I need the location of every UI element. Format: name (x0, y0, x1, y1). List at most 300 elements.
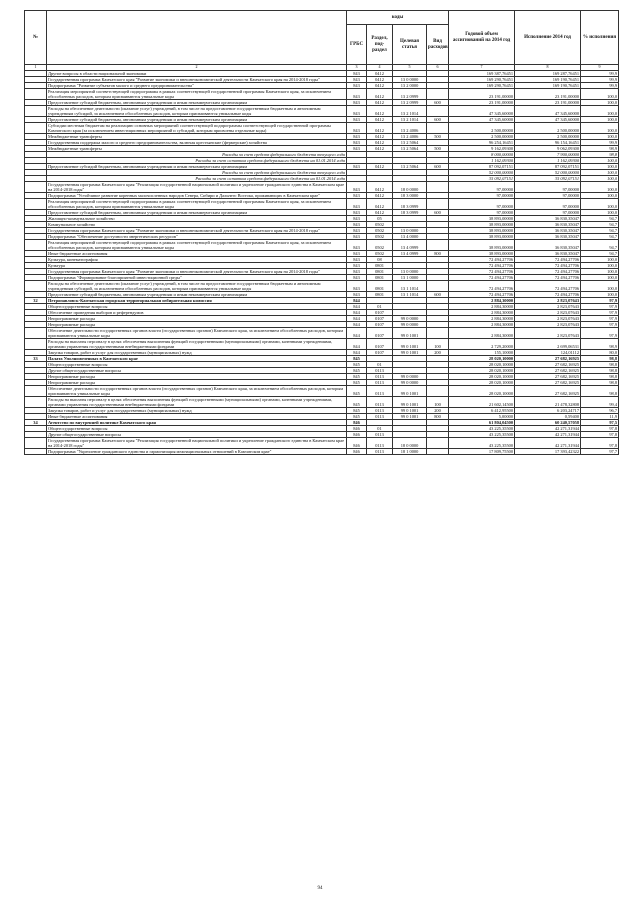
column-number: 8 (515, 65, 581, 71)
table-body (25, 65, 619, 455)
row-plan-amount: 72 494,27706 (449, 268, 515, 274)
column-number: 5 (393, 65, 427, 71)
row-executed-amount: 72 494,27706 (515, 256, 581, 262)
row-name: Петропавловск-Камчатская городская территориальная избирательная комиссия (47, 297, 347, 303)
row-plan-amount: 72 494,27706 (449, 291, 515, 297)
row-percent: 94,7 (581, 250, 619, 256)
row-name: Расходы за счет средств федерального бюджета текущего года (47, 169, 347, 175)
row-grbs: 844 (347, 297, 367, 303)
row-expense-type: 600 (427, 291, 449, 297)
row-name: Государственная программа Камчатского края "Развитие экономики и внешнеэкономической деятельности Камчатского края на 2014-2018 годы" (47, 268, 347, 274)
row-percent: 94,7 (581, 215, 619, 221)
row-name: Государственная программа Камчатского края "Реализация государственной национальной политики и укрепление гражданского единства в Камчатском крае на 2014-2018 годы" (47, 181, 347, 192)
row-number (25, 198, 47, 209)
row-grbs: 846 (347, 419, 367, 425)
row-grbs: 846 (347, 448, 367, 454)
row-name: Государственная программа Камчатского края "Развитие экономики и внешнеэкономической деятельности Камчатского края на 2014-2018 годы" (47, 227, 347, 233)
row-percent: 97,7 (581, 448, 619, 454)
row-razdel: 0801 (367, 291, 393, 297)
row-percent: 99,4 (581, 396, 619, 407)
row-expense-type (427, 239, 449, 250)
row-target-article: 18 1 0000 (393, 448, 427, 454)
row-executed-amount: 169 190,76451 (515, 76, 581, 82)
row-executed-amount: 9 062,09300 (515, 145, 581, 151)
row-percent: 100,0 (581, 256, 619, 262)
row-grbs: 843 (347, 280, 367, 291)
row-plan-amount: 28 020,10000 (449, 385, 515, 396)
row-razdel: 0412 (367, 209, 393, 215)
row-grbs: 844 (347, 309, 367, 315)
row-number (25, 280, 47, 291)
row-executed-amount: 27 682,16925 (515, 373, 581, 379)
row-percent: 100,0 (581, 163, 619, 169)
row-plan-amount: 155,10000 (449, 349, 515, 355)
table-row (25, 105, 619, 116)
row-plan-amount: 38 893,00000 (449, 239, 515, 250)
row-target-article: 13 2 0999 (393, 88, 427, 99)
table-row (25, 338, 619, 349)
row-percent: 99,9 (581, 82, 619, 88)
row-name: Государственная программа Камчатского края "Реализация государственной национальной политики и укрепление гражданского единства в Камчатском крае на 2014-2018 годы" (47, 437, 347, 448)
row-executed-amount: 87 092,07151 (515, 163, 581, 169)
row-executed-amount: 97,00000 (515, 181, 581, 192)
row-grbs: 843 (347, 122, 367, 133)
row-plan-amount: 2 884,30000 (449, 309, 515, 315)
row-target-article: 13 2 5064 (393, 163, 427, 169)
row-grbs: 845 (347, 396, 367, 407)
row-plan-amount: 38 893,00000 (449, 221, 515, 227)
row-number (25, 239, 47, 250)
row-expense-type: 600 (427, 99, 449, 105)
row-executed-amount: 35 092,07151 (515, 175, 581, 181)
row-name: Иные бюджетные ассигнования (47, 413, 347, 419)
row-executed-amount: 42 271,31944 (515, 437, 581, 448)
row-name: Коммунальное хозяйство (47, 221, 347, 227)
row-percent: 98,8 (581, 379, 619, 385)
row-grbs: 843 (347, 133, 367, 139)
table-row (25, 385, 619, 396)
row-plan-amount: 43 225,35500 (449, 425, 515, 431)
row-razdel: 0113 (367, 413, 393, 419)
row-razdel: 0502 (367, 239, 393, 250)
row-plan-amount: 28 020,10000 (449, 379, 515, 385)
page-number: 94 (317, 886, 323, 891)
row-target-article: 13 0 0000 (393, 76, 427, 82)
row-name: Межбюджетные трансферты (47, 145, 347, 151)
row-executed-amount: 97,00000 (515, 198, 581, 209)
row-percent: 97,8 (581, 431, 619, 437)
row-target-article: 18 0 0000 (393, 437, 427, 448)
row-plan-amount: 72 494,27706 (449, 280, 515, 291)
row-percent: 96,7 (581, 407, 619, 413)
row-plan-amount: 5,00000 (449, 413, 515, 419)
row-grbs: 843 (347, 215, 367, 221)
row-expense-type: 200 (427, 407, 449, 413)
row-plan-amount: 28 020,10000 (449, 373, 515, 379)
row-razdel: 0412 (367, 163, 393, 169)
table-row (25, 280, 619, 291)
col-header-grbs: ГРБС (347, 25, 367, 65)
row-percent: 98,9 (581, 145, 619, 151)
row-percent: 100,0 (581, 175, 619, 181)
row-executed-amount: 36 830,35047 (515, 221, 581, 227)
row-razdel: 0801 (367, 280, 393, 291)
row-razdel: 0412 (367, 145, 393, 151)
row-plan-amount: 8 000,00000 (449, 151, 515, 157)
row-grbs: 843 (347, 139, 367, 145)
row-grbs: 845 (347, 367, 367, 373)
row-name: Агентство по внутренней политике Камчатского края (47, 419, 347, 425)
budget-table (24, 10, 619, 455)
column-number: 9 (581, 65, 619, 71)
col-header-name (47, 11, 347, 65)
row-percent: 100,0 (581, 116, 619, 122)
row-name: Государственная программа Камчатского края "Развитие экономики и внешнеэкономической деятельности Камчатского края на 2014-2018 годы" (47, 76, 347, 82)
row-razdel: 0113 (367, 373, 393, 379)
row-expense-type (427, 88, 449, 99)
row-percent: 97,5 (581, 419, 619, 425)
row-grbs: 844 (347, 315, 367, 321)
row-expense-type (427, 122, 449, 133)
row-razdel: 01 (367, 425, 393, 431)
column-number: 2 (47, 65, 347, 71)
row-percent: 94,7 (581, 239, 619, 250)
col-header-num: № (25, 11, 47, 65)
row-executed-amount: 27 682,16925 (515, 367, 581, 373)
row-executed-amount: 21 478,32808 (515, 396, 581, 407)
row-razdel: 0113 (367, 385, 393, 396)
row-grbs: 844 (347, 327, 367, 338)
row-razdel: 0412 (367, 181, 393, 192)
row-plan-amount: 2 884,30000 (449, 297, 515, 303)
row-expense-type: 500 (427, 133, 449, 139)
row-target-article: 13 2 0999 (393, 99, 427, 105)
row-target-article: 18 3 0000 (393, 192, 427, 198)
row-grbs: 844 (347, 321, 367, 327)
row-expense-type (427, 198, 449, 209)
column-number: 4 (367, 65, 393, 71)
row-razdel: 0502 (367, 233, 393, 239)
col-header-razdel: Раздел, под-раздел (367, 25, 393, 65)
row-razdel: 0107 (367, 349, 393, 355)
table-row (25, 198, 619, 209)
row-target-article: 13 0 0000 (393, 227, 427, 233)
row-plan-amount: 169 290,76451 (449, 82, 515, 88)
row-name: Иные бюджетные ассигнования (47, 250, 347, 256)
row-name: Общегосударственные вопросы (47, 425, 347, 431)
row-target-article: 99 0 0000 (393, 379, 427, 385)
row-name: Расходы на выплаты персоналу в целях обеспечения выполнения функций государственными (муниципальными) органами, казенными учреждениями, органами управления государственными внебюджетными фондами (47, 338, 347, 349)
row-percent: 97,9 (581, 297, 619, 303)
row-executed-amount: 72 494,27706 (515, 268, 581, 274)
row-plan-amount: 21 602,14500 (449, 396, 515, 407)
row-executed-amount: 42 271,31944 (515, 425, 581, 431)
row-name: Общегосударственные вопросы (47, 303, 347, 309)
row-plan-amount: 28 020,10000 (449, 367, 515, 373)
row-grbs: 843 (347, 268, 367, 274)
row-target-article: 99 0 0000 (393, 373, 427, 379)
row-name: Палата Уполномоченных в Камчатском крае (47, 355, 347, 361)
row-name: Закупка товаров, работ и услуг для государственных (муниципальных) нужд (47, 349, 347, 355)
row-razdel: 0113 (367, 448, 393, 454)
row-razdel: 0502 (367, 227, 393, 233)
row-executed-amount: 7 900,00000 (515, 151, 581, 157)
row-plan-amount: 2 884,30000 (449, 327, 515, 338)
row-executed-amount: 72 494,27706 (515, 274, 581, 280)
row-grbs: 843 (347, 274, 367, 280)
row-executed-amount: 17 393,42322 (515, 448, 581, 454)
row-grbs: 843 (347, 88, 367, 99)
row-target-article: 13 2 4006 (393, 122, 427, 133)
row-name: Культура (47, 262, 347, 268)
row-razdel: 0113 (367, 407, 393, 413)
row-grbs: 843 (347, 262, 367, 268)
row-percent: 100,0 (581, 268, 619, 274)
row-razdel: 0412 (367, 88, 393, 99)
row-name: Непрограммные расходы (47, 321, 347, 327)
row-target-article: 18 3 0999 (393, 198, 427, 209)
row-grbs: 843 (347, 99, 367, 105)
row-plan-amount: 72 494,27706 (449, 256, 515, 262)
row-executed-amount: 36 830,35047 (515, 239, 581, 250)
row-grbs: 843 (347, 105, 367, 116)
budget-table-page (24, 10, 618, 455)
row-razdel: 0107 (367, 315, 393, 321)
row-razdel: 0412 (367, 122, 393, 133)
row-plan-amount: 28 020,10000 (449, 355, 515, 361)
row-target-article: 99 0 1001 (393, 385, 427, 396)
row-executed-amount: 2 823,07643 (515, 321, 581, 327)
row-grbs: 845 (347, 379, 367, 385)
row-expense-type: 800 (427, 413, 449, 419)
col-header-pct: % исполнения (581, 11, 619, 65)
row-target-article: 99 0 1001 (393, 338, 427, 349)
row-percent: 98,8 (581, 367, 619, 373)
col-header-fact: Исполнение 2014 год (515, 11, 581, 65)
row-plan-amount: 2 884,30000 (449, 303, 515, 309)
row-name: Субсидии местным бюджетам на реализацию основных мероприятий соответствующей подпрограммы соответствующей государственной программы Камчатского края (за исключением инвестиционных мероприятий и субсидий, которым присвоены отдельные коды) (47, 122, 347, 133)
row-grbs: 846 (347, 425, 367, 431)
row-number (25, 105, 47, 116)
row-target-article: 18 0 0000 (393, 181, 427, 192)
row-percent: 80,0 (581, 349, 619, 355)
row-plan-amount: 47 345,60000 (449, 116, 515, 122)
row-percent: 100,0 (581, 99, 619, 105)
row-razdel: 0801 (367, 268, 393, 274)
row-name: Предоставление субсидий бюджетным, автономным учреждениям и иным некоммерческим организациям (47, 99, 347, 105)
row-grbs: 843 (347, 181, 367, 192)
row-name: Расходы за счет остатков средств федерального бюджета на 01.01.2014 года (47, 157, 347, 163)
row-razdel: 0412 (367, 76, 393, 82)
table-row (25, 239, 619, 250)
row-target-article: 13 1 1014 (393, 291, 427, 297)
row-executed-amount: 2 500,00000 (515, 133, 581, 139)
row-name: Непрограммные расходы (47, 315, 347, 321)
row-expense-type: 200 (427, 349, 449, 355)
row-name: Общегосударственные вопросы (47, 361, 347, 367)
row-plan-amount: 61 804,04500 (449, 419, 515, 425)
row-plan-amount: 2 884,30000 (449, 315, 515, 321)
row-executed-amount: 72 494,27706 (515, 262, 581, 268)
row-razdel: 05 (367, 215, 393, 221)
row-grbs: 845 (347, 355, 367, 361)
row-plan-amount: 35 092,07151 (449, 175, 515, 181)
table-row (25, 396, 619, 407)
row-executed-amount: 97,00000 (515, 192, 581, 198)
row-number: 34 (25, 419, 47, 425)
row-target-article: 13 2 5064 (393, 145, 427, 151)
row-percent: 100,0 (581, 88, 619, 99)
row-grbs: 845 (347, 407, 367, 413)
row-executed-amount: 2 699,06531 (515, 338, 581, 349)
row-executed-amount: 169 190,76451 (515, 82, 581, 88)
row-percent: 100,0 (581, 169, 619, 175)
row-name: Подпрограмма "Формирование благоприятной инвестиционной среды" (47, 274, 347, 280)
row-executed-amount: 2 823,07643 (515, 303, 581, 309)
row-name: Межбюджетные трансферты (47, 133, 347, 139)
row-razdel: 0113 (367, 431, 393, 437)
row-executed-amount: 52 000,00000 (515, 169, 581, 175)
row-name: Обеспечение деятельности государственных органов власти (государственных органов) Камчатского края, за исключением обособленных расходов, которым присваиваются уникальные коды (47, 385, 347, 396)
table-row (25, 122, 619, 133)
row-razdel: 0107 (367, 327, 393, 338)
row-grbs: 845 (347, 373, 367, 379)
row-executed-amount: 36 830,35047 (515, 227, 581, 233)
row-percent: 100,0 (581, 209, 619, 215)
row-razdel: 0412 (367, 192, 393, 198)
row-plan-amount: 1 162,09300 (449, 157, 515, 163)
table-row (25, 327, 619, 338)
row-plan-amount: 2 500,00000 (449, 133, 515, 139)
row-expense-type: 100 (427, 338, 449, 349)
row-name: Предоставление субсидий бюджетным, автономным учреждениям и иным некоммерческим организациям (47, 163, 347, 169)
row-number (25, 88, 47, 99)
row-plan-amount: 38 893,00000 (449, 250, 515, 256)
row-plan-amount: 38 893,00000 (449, 227, 515, 233)
column-number: 6 (427, 65, 449, 71)
row-razdel: 0412 (367, 70, 393, 76)
row-razdel: 0412 (367, 116, 393, 122)
row-plan-amount: 28 020,10000 (449, 361, 515, 367)
row-razdel: 0412 (367, 198, 393, 209)
row-grbs: 846 (347, 437, 367, 448)
row-name: Реализация мероприятий соответствующей подпрограммы в рамках соответствующей государственной программы Камчатского края, за исключением обособленных расходов, которым присваиваются уникальные коды (47, 239, 347, 250)
row-expense-type: 500 (427, 145, 449, 151)
row-executed-amount: 23 191,00000 (515, 88, 581, 99)
row-number (25, 122, 47, 133)
row-executed-amount: 27 682,16925 (515, 355, 581, 361)
row-percent: 100,0 (581, 262, 619, 268)
row-executed-amount: 36 830,35047 (515, 215, 581, 221)
row-percent: 99,9 (581, 76, 619, 82)
col-header-vr: Вид расходов (427, 25, 449, 65)
row-name: Расходы на обеспечение деятельности (оказание услуг) учреждений, в том числе на предоставление государственным бюджетным и автономным учреждениям субсидий, за исключением обособленных расходов, которым присваиваются уникальные коды (47, 105, 347, 116)
row-percent: 94,7 (581, 221, 619, 227)
row-expense-type (427, 437, 449, 448)
row-percent: 97,9 (581, 303, 619, 309)
row-name: Предоставление субсидий бюджетным, автономным учреждениям и иным некоммерческим организациям (47, 291, 347, 297)
row-executed-amount: 27 682,16925 (515, 385, 581, 396)
row-target-article: 13 4 0999 (393, 250, 427, 256)
row-name: Расходы на выплаты персоналу в целях обеспечения выполнения функций государственными (муниципальными) органами, казенными учреждениями, органами управления государственными внебюджетными фондами (47, 396, 347, 407)
row-razdel: 01 (367, 361, 393, 367)
row-executed-amount: 97,00000 (515, 209, 581, 215)
row-grbs: 843 (347, 192, 367, 198)
row-percent: 100,0 (581, 280, 619, 291)
col-header-cs: Целевая статья (393, 25, 427, 65)
row-number (25, 396, 47, 407)
row-number (25, 327, 47, 338)
row-executed-amount: 72 494,27706 (515, 291, 581, 297)
row-percent: 94,7 (581, 233, 619, 239)
row-number (25, 338, 47, 349)
row-executed-amount: 42 271,31944 (515, 431, 581, 437)
column-number: 1 (25, 65, 47, 71)
row-percent: 97,9 (581, 309, 619, 315)
row-plan-amount: 72 494,27706 (449, 274, 515, 280)
row-percent: 100,0 (581, 122, 619, 133)
row-target-article: 13 4 0999 (393, 239, 427, 250)
row-executed-amount: 2 823,07643 (515, 309, 581, 315)
row-name: Подпрограмма "Устойчивое развитие коренных малочисленных народов Севера, Сибири и Дальнего Востока, проживающих в Камчатском крае" (47, 192, 347, 198)
table-row (25, 88, 619, 99)
row-target-article: 13 2 1014 (393, 116, 427, 122)
row-plan-amount: 97,00000 (449, 181, 515, 192)
row-plan-amount: 38 893,00000 (449, 233, 515, 239)
row-razdel: 0113 (367, 396, 393, 407)
row-expense-type: 100 (427, 396, 449, 407)
row-number (25, 448, 47, 454)
row-plan-amount: 2 500,00000 (449, 122, 515, 133)
row-plan-amount: 96 254,16451 (449, 139, 515, 145)
row-expense-type: 600 (427, 209, 449, 215)
row-target-article: 99 0 1001 (393, 349, 427, 355)
row-razdel: 0113 (367, 379, 393, 385)
row-razdel: 0113 (367, 367, 393, 373)
row-name: Государственная поддержка малого и среднего предпринимательства, включая крестьянские (фермерские) хозяйства (47, 139, 347, 145)
row-name: Реализация мероприятий соответствующей подпрограммы в рамках соответствующей государственной программы Камчатского края, за исключением обособленных расходов, которым присваиваются уникальные коды (47, 198, 347, 209)
row-target-article: 99 0 1001 (393, 413, 427, 419)
row-executed-amount: 2 823,07643 (515, 327, 581, 338)
row-target-article: 13 2 5064 (393, 139, 427, 145)
row-percent: 97,8 (581, 425, 619, 431)
row-razdel: 0502 (367, 221, 393, 227)
row-number (25, 181, 47, 192)
row-name: Предоставление субсидий бюджетным, автономным учреждениям и иным некоммерческим организациям (47, 209, 347, 215)
row-percent: 97,9 (581, 321, 619, 327)
col-header-codes: коды (347, 11, 449, 25)
row-plan-amount: 23 191,00000 (449, 88, 515, 99)
row-grbs: 843 (347, 145, 367, 151)
row-expense-type (427, 181, 449, 192)
row-percent: 97,9 (581, 327, 619, 338)
row-razdel: 0107 (367, 321, 393, 327)
row-razdel: 0801 (367, 274, 393, 280)
row-percent: 100,0 (581, 105, 619, 116)
row-grbs: 843 (347, 233, 367, 239)
row-name: Подпрограмма "Развитие субъектов малого и среднего предпринимательства" (47, 82, 347, 88)
row-grbs: 843 (347, 221, 367, 227)
row-razdel: 0107 (367, 309, 393, 315)
row-executed-amount: 36 830,35047 (515, 250, 581, 256)
row-target-article: 99 0 1001 (393, 327, 427, 338)
row-grbs: 843 (347, 70, 367, 76)
row-percent: 100,0 (581, 274, 619, 280)
row-executed-amount: 1 162,09300 (515, 157, 581, 163)
row-percent: 97,9 (581, 315, 619, 321)
row-percent: 11,9 (581, 413, 619, 419)
row-plan-amount: 169 387,76451 (449, 70, 515, 76)
